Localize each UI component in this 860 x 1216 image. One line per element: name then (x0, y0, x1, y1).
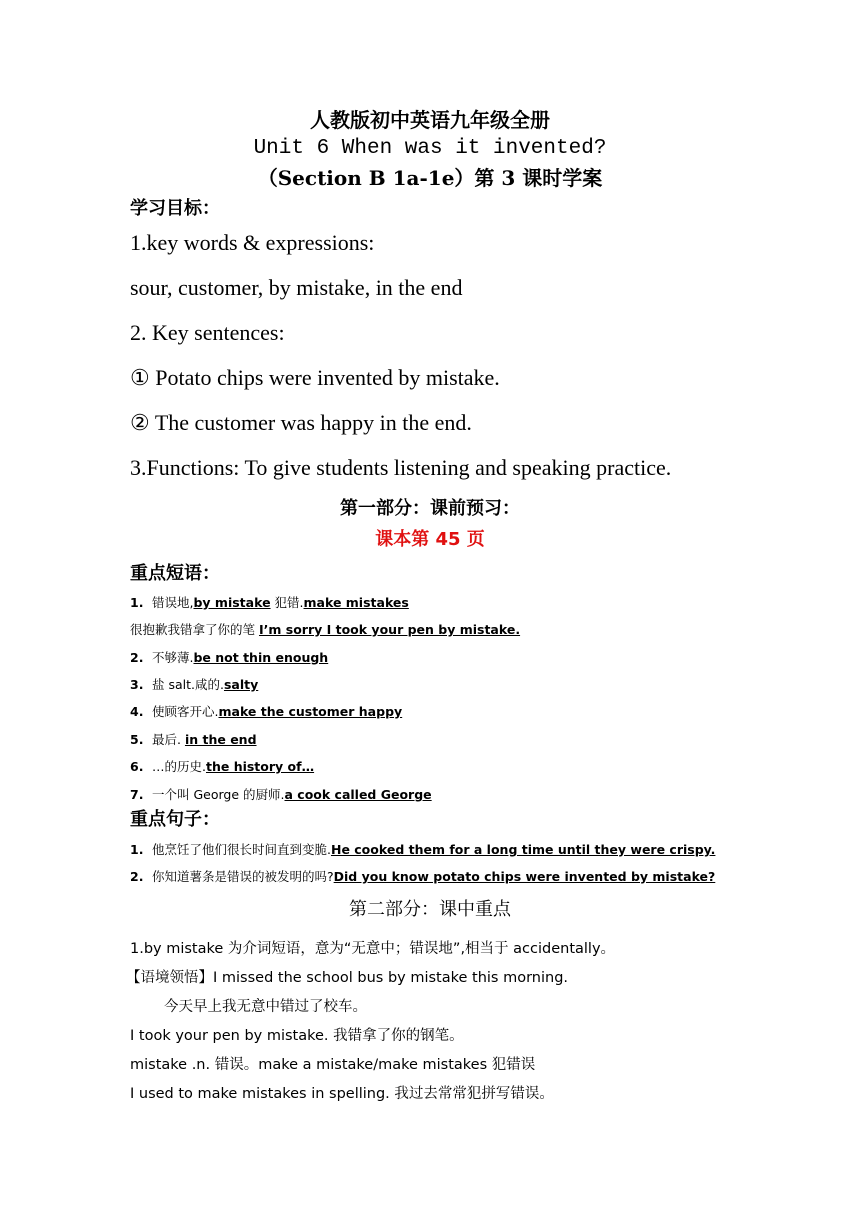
phrase-cn: 一个叫 George 的厨师. (152, 787, 285, 802)
phrase-item (130, 676, 258, 694)
phrase-answer: by mistake (193, 595, 271, 610)
phrase-answer: salty (223, 677, 259, 692)
sentences-heading: 重点句子： (130, 809, 220, 830)
objective-2-label: 2. Key sentences: (130, 320, 285, 345)
phrase-item (130, 703, 402, 721)
phrase-item (130, 621, 520, 639)
sentence-item (130, 868, 715, 886)
phrase-item (130, 594, 409, 612)
phrase-number: 6. (130, 759, 144, 774)
phrase-answer: make the customer happy (218, 704, 403, 719)
sentence-number: 2. (130, 869, 144, 884)
note-line: 【语境领悟】I missed the school bus by mistake this morning. (126, 970, 569, 986)
phrase-cn: 很抱歉我错拿了你的笔 (130, 622, 259, 637)
sentence-number: 1. (130, 842, 144, 857)
phrase-cn: 盐 salt.咸的. (152, 677, 224, 692)
phrase-item (130, 786, 432, 804)
doc-title-section: （Section B 1a-1e）第 3 课时学案 (257, 166, 603, 190)
objective-1-words: sour, customer, by mistake, in the end (130, 275, 463, 300)
sentence-answer: He cooked them for a long time until they were crispy. (330, 842, 716, 857)
part1-heading: 第一部分：课前预习： (340, 498, 520, 519)
doc-title-cn: 人教版初中英语九年级全册 (310, 108, 550, 132)
phrase-answer: a cook called George (284, 787, 432, 802)
phrase-cn: 使顾客开心. (152, 704, 219, 719)
phrase-answer: the history of… (205, 759, 315, 774)
objective-1-label: 1.key words & expressions: (130, 230, 375, 255)
phrase-number: 7. (130, 787, 144, 802)
phrase-cn-2: 犯错. (270, 595, 304, 610)
phrase-cn: …的历史. (152, 759, 206, 774)
note-line: I used to make mistakes in spelling. 我过去常常犯拼写错误。 (130, 1086, 554, 1102)
phrases-heading: 重点短语： (130, 563, 220, 584)
sentence-answer: Did you know potato chips were invented by mistake? (333, 869, 716, 884)
objective-2-sentence-2: ② The customer was happy in the end. (130, 410, 472, 435)
part2-heading: 第二部分：课中重点 (349, 899, 511, 920)
phrase-cn: 错误地, (152, 595, 194, 610)
objective-2-sentence-1: ① Potato chips were invented by mistake. (130, 365, 500, 390)
phrase-number: 1. (130, 595, 144, 610)
phrase-cn: 不够薄. (152, 650, 194, 665)
doc-title-unit: Unit 6 When was it invented? (253, 137, 607, 160)
note-line: 1.by mistake 为介词短语，意为“无意中；错误地”,相当于 accidentally。 (130, 941, 616, 957)
sentence-item (130, 841, 715, 859)
page-reference: 课本第 45 页 (375, 529, 485, 550)
objective-3: 3.Functions: To give students listening and speaking practice. (130, 455, 672, 480)
phrase-cn: 最后. (152, 732, 185, 747)
sentence-cn: 他烹饪了他们很长时间直到变脆. (152, 842, 331, 857)
phrase-item (130, 731, 257, 749)
objectives-heading: 学习目标： (130, 198, 220, 219)
note-line: I took your pen by mistake. 我错拿了你的钢笔。 (130, 1028, 464, 1044)
note-line: 今天早上我无意中错过了校车。 (164, 999, 367, 1015)
phrase-number: 3. (130, 677, 144, 692)
phrase-number: 5. (130, 732, 144, 747)
phrase-answer: I’m sorry I took your pen by mistake. (258, 622, 521, 637)
phrase-answer: be not thin enough (193, 650, 329, 665)
phrase-number: 2. (130, 650, 144, 665)
sentence-cn: 你知道薯条是错误的被发明的吗? (152, 869, 334, 884)
phrase-number: 4. (130, 704, 144, 719)
phrase-answer-2: make mistakes (303, 595, 409, 610)
phrase-item (130, 758, 314, 776)
phrase-item (130, 649, 328, 667)
phrase-answer: in the end (184, 732, 257, 747)
note-line: mistake .n. 错误。make a mistake/make mistakes 犯错误 (130, 1057, 536, 1073)
